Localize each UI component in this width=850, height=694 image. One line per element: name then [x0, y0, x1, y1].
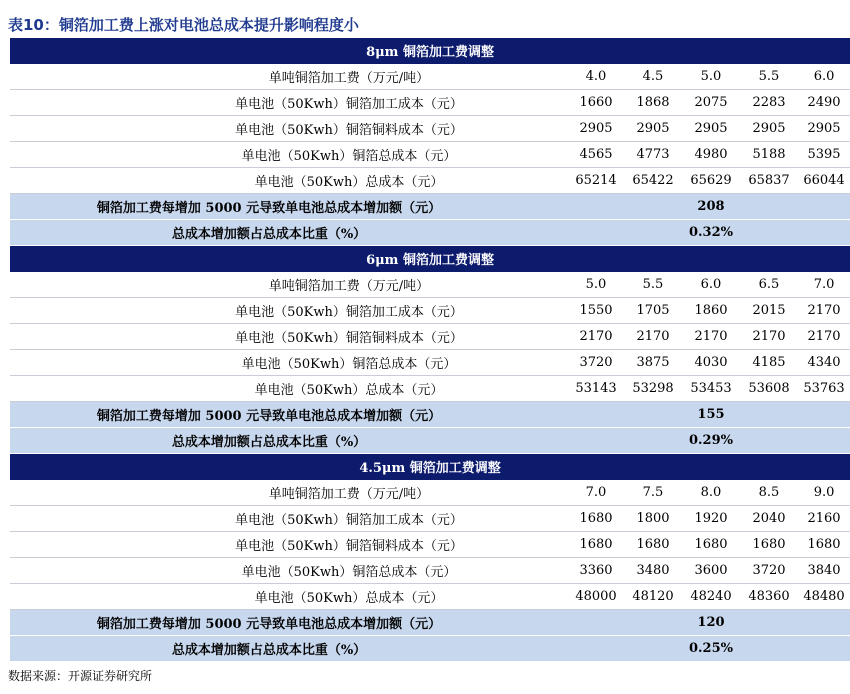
- row-value: 65422: [624, 168, 682, 194]
- row-value: 2905: [798, 116, 850, 142]
- row-value: 65837: [740, 168, 798, 194]
- row-value: 8.5: [740, 480, 798, 506]
- summary-value: 155: [682, 402, 740, 428]
- increase-row: [10, 402, 850, 428]
- row-label: 单吨铜箔加工费（万元/吨）: [10, 64, 568, 90]
- table-row: [10, 64, 850, 90]
- row-value: 4773: [624, 142, 682, 168]
- table-row: [10, 142, 850, 168]
- ratio-row: [10, 220, 850, 246]
- row-value: 2170: [568, 324, 624, 350]
- row-value: 6.0: [682, 272, 740, 298]
- table-row: [10, 168, 850, 194]
- section-header: 4.5μm 铜箔加工费调整: [10, 454, 850, 480]
- row-value: 2170: [624, 324, 682, 350]
- row-value: 4565: [568, 142, 624, 168]
- row-value: 65214: [568, 168, 624, 194]
- table-row: [10, 350, 850, 376]
- row-value: 3600: [682, 558, 740, 584]
- row-value: 2160: [798, 506, 850, 532]
- row-value: 1680: [798, 532, 850, 558]
- row-label: 单电池（50Kwh）铜箔铜料成本（元）: [10, 532, 568, 558]
- row-value: 3840: [798, 558, 850, 584]
- row-label: 单电池（50Kwh）总成本（元）: [10, 376, 568, 402]
- row-value: 65629: [682, 168, 740, 194]
- row-label: 单电池（50Kwh）铜箔加工成本（元）: [10, 298, 568, 324]
- summary-label: 总成本增加额占总成本比重（%）: [10, 428, 568, 454]
- row-value: 2905: [568, 116, 624, 142]
- row-value: 5.5: [624, 272, 682, 298]
- table-row: [10, 480, 850, 506]
- summary-value: 0.25%: [682, 636, 740, 662]
- table-row: [10, 324, 850, 350]
- row-value: 1680: [682, 532, 740, 558]
- summary-spacer: [740, 194, 850, 220]
- row-value: 5.5: [740, 64, 798, 90]
- row-value: 1920: [682, 506, 740, 532]
- ratio-row: [10, 636, 850, 662]
- row-value: 53143: [568, 376, 624, 402]
- section-header: 8μm 铜箔加工费调整: [10, 38, 850, 64]
- row-value: 6.5: [740, 272, 798, 298]
- row-value: 9.0: [798, 480, 850, 506]
- row-value: 4185: [740, 350, 798, 376]
- row-value: 8.0: [682, 480, 740, 506]
- table-row: [10, 272, 850, 298]
- table-row: [10, 298, 850, 324]
- table-row: [10, 376, 850, 402]
- summary-spacer: [740, 636, 850, 662]
- row-value: 1868: [624, 90, 682, 116]
- row-value: 6.0: [798, 64, 850, 90]
- summary-value: 0.32%: [682, 220, 740, 246]
- row-value: 1660: [568, 90, 624, 116]
- table-title: 表10：铜箔加工费上涨对电池总成本提升影响程度小: [8, 16, 359, 34]
- row-label: 单电池（50Kwh）铜箔加工成本（元）: [10, 506, 568, 532]
- row-value: 5.0: [568, 272, 624, 298]
- summary-label: 铜箔加工费每增加 5000 元导致单电池总成本增加额（元）: [10, 194, 568, 220]
- row-value: 48480: [798, 584, 850, 610]
- summary-value: 208: [682, 194, 740, 220]
- row-value: 3720: [740, 558, 798, 584]
- row-label: 单电池（50Kwh）铜箔总成本（元）: [10, 142, 568, 168]
- row-value: 48120: [624, 584, 682, 610]
- section-header-row: [10, 246, 850, 272]
- row-label: 单吨铜箔加工费（万元/吨）: [10, 480, 568, 506]
- row-value: 2490: [798, 90, 850, 116]
- row-label: 单电池（50Kwh）铜箔总成本（元）: [10, 350, 568, 376]
- row-value: 4.0: [568, 64, 624, 90]
- row-value: 1680: [568, 532, 624, 558]
- row-label: 单电池（50Kwh）铜箔总成本（元）: [10, 558, 568, 584]
- row-label: 单吨铜箔加工费（万元/吨）: [10, 272, 568, 298]
- row-value: 2170: [682, 324, 740, 350]
- row-value: 1680: [740, 532, 798, 558]
- data-source: 数据来源：开源证券研究所: [8, 669, 153, 683]
- row-label: 单电池（50Kwh）铜箔铜料成本（元）: [10, 116, 568, 142]
- row-value: 1680: [624, 532, 682, 558]
- ratio-row: [10, 428, 850, 454]
- summary-spacer: [568, 194, 682, 220]
- row-value: 2040: [740, 506, 798, 532]
- row-value: 2905: [682, 116, 740, 142]
- summary-label: 铜箔加工费每增加 5000 元导致单电池总成本增加额（元）: [10, 610, 568, 636]
- row-value: 4030: [682, 350, 740, 376]
- cost-table-grid: [10, 38, 850, 662]
- row-value: 1705: [624, 298, 682, 324]
- summary-spacer: [568, 610, 682, 636]
- row-value: 53453: [682, 376, 740, 402]
- row-value: 2015: [740, 298, 798, 324]
- row-value: 48000: [568, 584, 624, 610]
- row-value: 2170: [798, 298, 850, 324]
- row-value: 66044: [798, 168, 850, 194]
- row-value: 3875: [624, 350, 682, 376]
- row-value: 3360: [568, 558, 624, 584]
- row-value: 5395: [798, 142, 850, 168]
- section-header-row: [10, 38, 850, 64]
- row-value: 7.5: [624, 480, 682, 506]
- row-value: 53608: [740, 376, 798, 402]
- row-label: 单电池（50Kwh）总成本（元）: [10, 168, 568, 194]
- table-row: [10, 90, 850, 116]
- row-value: 1550: [568, 298, 624, 324]
- row-value: 4.5: [624, 64, 682, 90]
- row-value: 5.0: [682, 64, 740, 90]
- row-value: 7.0: [568, 480, 624, 506]
- row-value: 53763: [798, 376, 850, 402]
- row-value: 4980: [682, 142, 740, 168]
- summary-value: 120: [682, 610, 740, 636]
- increase-row: [10, 194, 850, 220]
- row-value: 53298: [624, 376, 682, 402]
- row-value: 3720: [568, 350, 624, 376]
- table-row: [10, 532, 850, 558]
- row-value: 7.0: [798, 272, 850, 298]
- summary-spacer: [740, 610, 850, 636]
- summary-spacer: [568, 636, 682, 662]
- row-value: 2170: [798, 324, 850, 350]
- section-header-row: [10, 454, 850, 480]
- summary-spacer: [740, 428, 850, 454]
- row-value: 4340: [798, 350, 850, 376]
- row-label: 单电池（50Kwh）总成本（元）: [10, 584, 568, 610]
- row-value: 1860: [682, 298, 740, 324]
- row-label: 单电池（50Kwh）铜箔铜料成本（元）: [10, 324, 568, 350]
- summary-label: 总成本增加额占总成本比重（%）: [10, 220, 568, 246]
- row-value: 2075: [682, 90, 740, 116]
- table-row: [10, 584, 850, 610]
- cost-table: [10, 38, 850, 662]
- summary-value: 0.29%: [682, 428, 740, 454]
- summary-spacer: [568, 428, 682, 454]
- row-value: 2905: [740, 116, 798, 142]
- row-value: 2170: [740, 324, 798, 350]
- table-row: [10, 506, 850, 532]
- row-label: 单电池（50Kwh）铜箔加工成本（元）: [10, 90, 568, 116]
- summary-label: 总成本增加额占总成本比重（%）: [10, 636, 568, 662]
- summary-label: 铜箔加工费每增加 5000 元导致单电池总成本增加额（元）: [10, 402, 568, 428]
- increase-row: [10, 610, 850, 636]
- summary-spacer: [740, 402, 850, 428]
- row-value: 3480: [624, 558, 682, 584]
- row-value: 48360: [740, 584, 798, 610]
- row-value: 2283: [740, 90, 798, 116]
- row-value: 1800: [624, 506, 682, 532]
- table-row: [10, 558, 850, 584]
- row-value: 48240: [682, 584, 740, 610]
- table-row: [10, 116, 850, 142]
- section-header: 6μm 铜箔加工费调整: [10, 246, 850, 272]
- row-value: 1680: [568, 506, 624, 532]
- row-value: 5188: [740, 142, 798, 168]
- summary-spacer: [740, 220, 850, 246]
- summary-spacer: [568, 220, 682, 246]
- summary-spacer: [568, 402, 682, 428]
- row-value: 2905: [624, 116, 682, 142]
